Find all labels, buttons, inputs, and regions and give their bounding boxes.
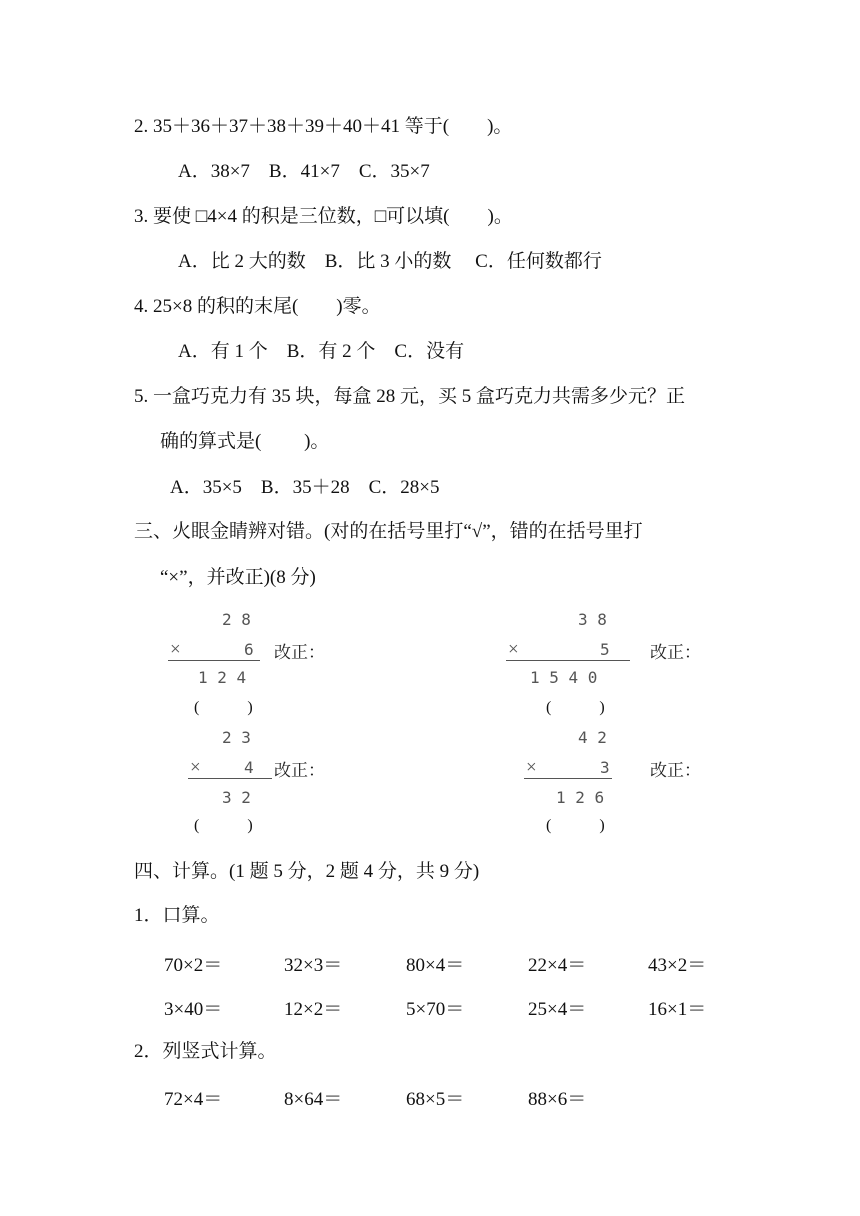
calc4-rule (524, 778, 612, 779)
calc2-sign: × (508, 639, 519, 660)
calc1-top: 2 8 (222, 610, 251, 629)
calc2-result: 1 5 4 0 (530, 668, 598, 687)
oral-item: 22×4＝ (528, 955, 587, 976)
oral-item: 3×40＝ (164, 999, 223, 1020)
calc3-rule (188, 778, 272, 779)
calc3-bracket: ( ) (194, 817, 253, 834)
calc1-multiplier: 6 (244, 640, 254, 659)
section3-title-line1: 三、火眼金睛辨对错。(对的在括号里打“√”，错的在括号里打 (134, 521, 643, 542)
calc1-sign: × (170, 639, 181, 660)
calc3-top: 2 3 (222, 728, 251, 747)
calc3-multiplier: 4 (244, 758, 254, 777)
oral-item: 25×4＝ (528, 999, 587, 1020)
calc4-sign: × (526, 757, 537, 778)
calc4-multiplier: 3 (600, 758, 610, 777)
oral-item: 32×3＝ (284, 955, 343, 976)
calc2-correction-label: 改正： (650, 643, 701, 662)
calc1-result: 1 2 4 (198, 668, 247, 687)
q5-stem-line1: 5. 一盒巧克力有 35 块，每盒 28 元，买 5 盒巧克力共需多少元？正 (134, 386, 686, 407)
vertical-calc-row (164, 1084, 784, 1110)
calc4-correction-label: 改正： (650, 761, 701, 780)
oral-item: 80×4＝ (406, 955, 465, 976)
calc1-correction-label: 改正： (274, 643, 325, 662)
q2-stem: 2. 35＋36＋37＋38＋39＋40＋41 等于( )。 (134, 116, 513, 137)
oral-item: 5×70＝ (406, 999, 465, 1020)
calc1-rule (168, 660, 260, 661)
calc2-multiplier: 5 (600, 640, 610, 659)
section4-sub1-title: 1．口算。 (134, 905, 220, 926)
q2-options: A．38×7 B．41×7 C．35×7 (178, 161, 430, 182)
q5-stem-line2: 确的算式是( )。 (160, 431, 330, 452)
q3-stem: 3. 要使 □4×4 的积是三位数，□可以填( )。 (134, 206, 513, 227)
calc4-top: 4 2 (578, 728, 607, 747)
vertical-item: 88×6＝ (528, 1089, 587, 1110)
calc2-bracket: ( ) (546, 699, 605, 716)
section4-title: 四、计算。(1 题 5 分，2 题 4 分，共 9 分) (134, 861, 480, 882)
calc3-correction-label: 改正： (274, 761, 325, 780)
calc3-result: 3 2 (222, 788, 251, 807)
oral-row-2 (164, 994, 784, 1020)
section3-title-line2: “×”，并改正)(8 分) (160, 567, 316, 588)
calc4-result: 1 2 6 (556, 788, 605, 807)
section4-sub2-title: 2．列竖式计算。 (134, 1041, 277, 1062)
calc2-rule (506, 660, 630, 661)
oral-item: 16×1＝ (648, 999, 707, 1020)
vertical-item: 68×5＝ (406, 1089, 465, 1110)
q4-stem: 4. 25×8 的积的末尾( )零。 (134, 296, 381, 317)
vertical-item: 72×4＝ (164, 1089, 223, 1110)
oral-item: 70×2＝ (164, 955, 223, 976)
oral-item: 12×2＝ (284, 999, 343, 1020)
calc4-bracket: ( ) (546, 817, 605, 834)
oral-row-1 (164, 950, 784, 976)
calc3-sign: × (190, 757, 201, 778)
vertical-item: 8×64＝ (284, 1089, 343, 1110)
calc2-top: 3 8 (578, 610, 607, 629)
q3-options: A．比 2 大的数 B．比 3 小的数 C．任何数都行 (178, 251, 602, 272)
calc1-bracket: ( ) (194, 699, 253, 716)
oral-item: 43×2＝ (648, 955, 707, 976)
q4-options: A．有 1 个 B．有 2 个 C．没有 (178, 341, 465, 362)
q5-options: A．35×5 B．35＋28 C．28×5 (170, 477, 440, 498)
